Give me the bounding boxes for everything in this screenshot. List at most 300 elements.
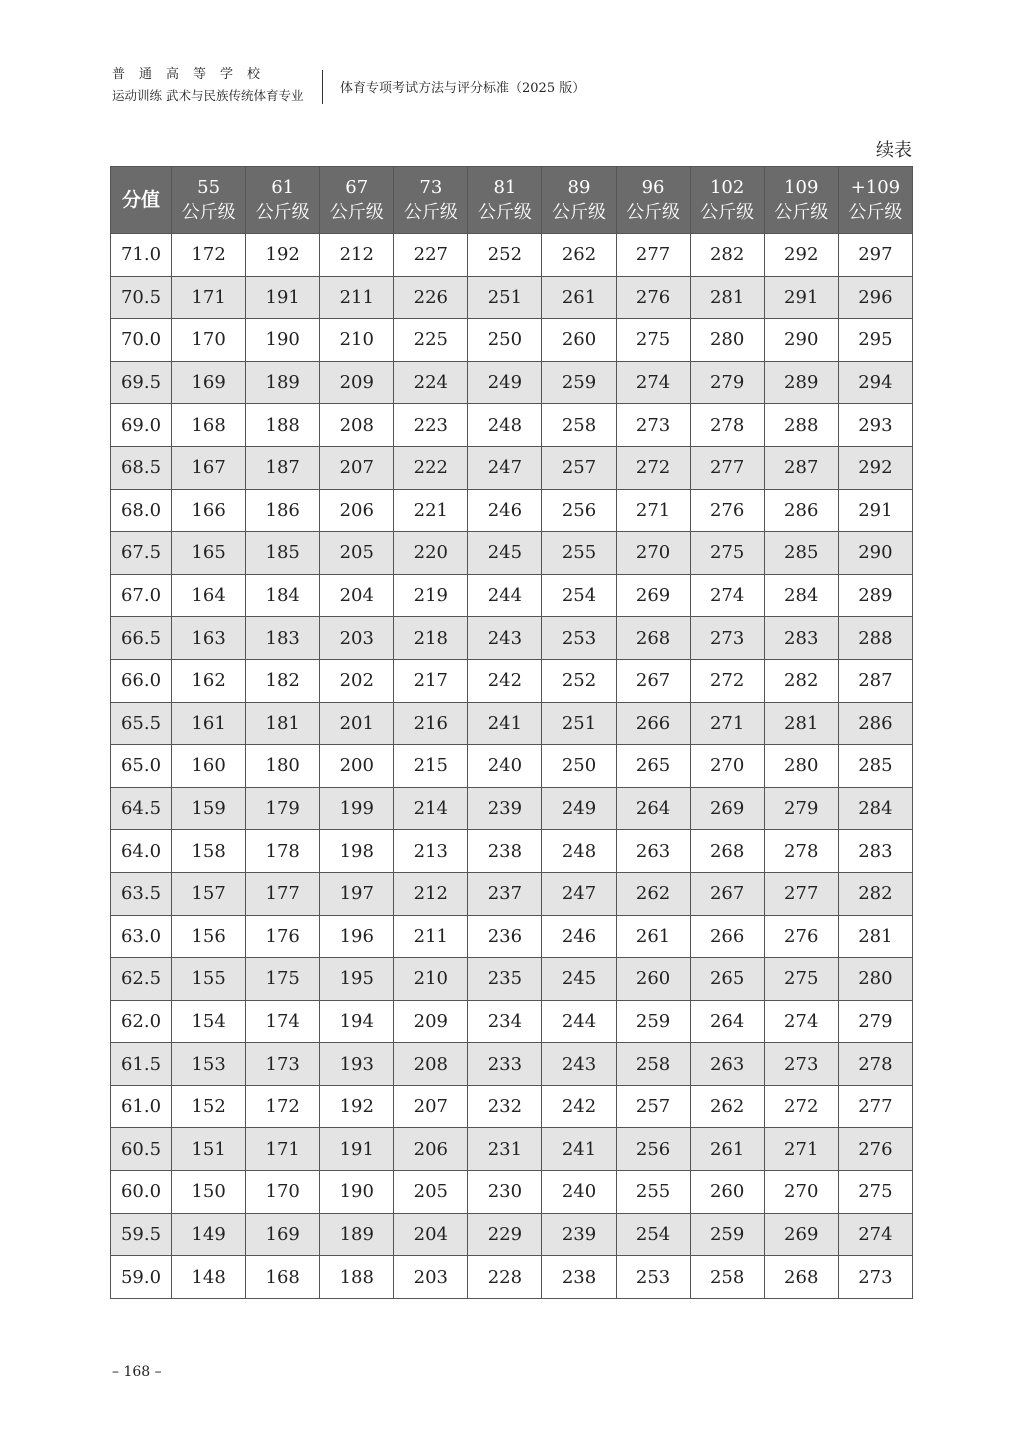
weight-value-cell: 267 (690, 872, 764, 915)
weight-value-cell: 224 (394, 361, 468, 404)
weight-value-cell: 265 (616, 745, 690, 788)
weight-value-cell: 274 (690, 574, 764, 617)
weight-value-cell: 192 (320, 1085, 394, 1128)
weight-value-cell: 265 (690, 958, 764, 1001)
weight-value-cell: 189 (246, 361, 320, 404)
weight-value-cell: 292 (838, 446, 912, 489)
weight-value-cell: 282 (838, 872, 912, 915)
table-row (111, 361, 913, 404)
table-row (111, 1128, 913, 1171)
weight-value-cell: 204 (394, 1213, 468, 1256)
weight-value-cell: 177 (246, 872, 320, 915)
weight-value-cell: 191 (246, 276, 320, 319)
weight-value-cell: 259 (690, 1213, 764, 1256)
weight-value-cell: 172 (172, 234, 246, 277)
score-cell: 71.0 (111, 234, 172, 277)
weight-value-cell: 264 (616, 787, 690, 830)
weight-value-cell: 270 (764, 1171, 838, 1214)
weight-value-cell: 259 (616, 1000, 690, 1043)
score-cell: 64.5 (111, 787, 172, 830)
table-row (111, 702, 913, 745)
weight-value-cell: 244 (542, 1000, 616, 1043)
weight-value-cell: 187 (246, 446, 320, 489)
weight-value-cell: 176 (246, 915, 320, 958)
weight-value-cell: 268 (616, 617, 690, 660)
weight-value-cell: 240 (468, 745, 542, 788)
score-cell: 67.0 (111, 574, 172, 617)
weight-class-header (838, 167, 912, 234)
weight-value-cell: 180 (246, 745, 320, 788)
weight-value-cell: 173 (246, 1043, 320, 1086)
weight-value-cell: 203 (320, 617, 394, 660)
weight-value-cell: 274 (616, 361, 690, 404)
table-row (111, 745, 913, 788)
weight-value-cell: 270 (616, 532, 690, 575)
weight-value-cell: 167 (172, 446, 246, 489)
weight-value-cell: 291 (764, 276, 838, 319)
weight-value-cell: 165 (172, 532, 246, 575)
weight-value-cell: 169 (246, 1213, 320, 1256)
weight-value-cell: 214 (394, 787, 468, 830)
weight-value: 89 (567, 177, 591, 198)
weight-value-cell: 243 (542, 1043, 616, 1086)
header-divider (322, 70, 323, 104)
weight-value: 73 (419, 177, 443, 198)
weight-value-cell: 233 (468, 1043, 542, 1086)
weight-value-cell: 253 (616, 1256, 690, 1299)
score-cell: 59.5 (111, 1213, 172, 1256)
score-cell: 65.0 (111, 745, 172, 788)
weight-unit: 公斤级 (329, 202, 384, 223)
weight-value-cell: 245 (468, 532, 542, 575)
weight-value-cell: 285 (838, 745, 912, 788)
weight-value-cell: 262 (616, 872, 690, 915)
weight-value-cell: 239 (542, 1213, 616, 1256)
weight-value-cell: 280 (690, 319, 764, 362)
weight-value-cell: 266 (616, 702, 690, 745)
weight-class-header (394, 167, 468, 234)
weight-value-cell: 216 (394, 702, 468, 745)
weight-value-cell: 203 (394, 1256, 468, 1299)
score-cell: 69.5 (111, 361, 172, 404)
weight-value-cell: 222 (394, 446, 468, 489)
table-row (111, 574, 913, 617)
weight-value-cell: 163 (172, 617, 246, 660)
weight-value-cell: 232 (468, 1085, 542, 1128)
weight-value-cell: 273 (616, 404, 690, 447)
weight-value-cell: 253 (542, 617, 616, 660)
weight-value-cell: 196 (320, 915, 394, 958)
weight-value-cell: 258 (690, 1256, 764, 1299)
weight-value-cell: 280 (838, 958, 912, 1001)
weight-value-cell: 182 (246, 659, 320, 702)
weight-value-cell: 169 (172, 361, 246, 404)
weight-value-cell: 213 (394, 830, 468, 873)
weight-value-cell: 278 (690, 404, 764, 447)
weight-value: 96 (641, 177, 665, 198)
weight-value-cell: 156 (172, 915, 246, 958)
weight-value-cell: 264 (690, 1000, 764, 1043)
weight-value-cell: 250 (468, 319, 542, 362)
weight-value-cell: 189 (320, 1213, 394, 1256)
weight-value-cell: 212 (320, 234, 394, 277)
weight-value-cell: 260 (542, 319, 616, 362)
weight-value-cell: 207 (394, 1085, 468, 1128)
weight-value-cell: 260 (616, 958, 690, 1001)
weight-value-cell: 273 (838, 1256, 912, 1299)
weight-value-cell: 275 (690, 532, 764, 575)
weight-unit: 公斤级 (848, 202, 903, 223)
weight-value-cell: 256 (542, 489, 616, 532)
weight-value-cell: 268 (764, 1256, 838, 1299)
weight-value-cell: 157 (172, 872, 246, 915)
weight-value-cell: 188 (320, 1256, 394, 1299)
weight-value-cell: 281 (764, 702, 838, 745)
weight-value-cell: 178 (246, 830, 320, 873)
weight-value-cell: 170 (172, 319, 246, 362)
score-cell: 62.0 (111, 1000, 172, 1043)
weight-value-cell: 250 (542, 745, 616, 788)
weight-value-cell: 153 (172, 1043, 246, 1086)
weight-value-cell: 155 (172, 958, 246, 1001)
weight-value-cell: 184 (246, 574, 320, 617)
weight-value-cell: 276 (616, 276, 690, 319)
weight-value-cell: 194 (320, 1000, 394, 1043)
weight-value-cell: 229 (468, 1213, 542, 1256)
weight-value-cell: 249 (542, 787, 616, 830)
weight-value-cell: 277 (764, 872, 838, 915)
weight-value-cell: 272 (764, 1085, 838, 1128)
weight-value-cell: 281 (838, 915, 912, 958)
weight-value-cell: 278 (764, 830, 838, 873)
weight-value-cell: 221 (394, 489, 468, 532)
weight-value-cell: 236 (468, 915, 542, 958)
weight-value-cell: 154 (172, 1000, 246, 1043)
weight-value-cell: 199 (320, 787, 394, 830)
weight-value-cell: 257 (616, 1085, 690, 1128)
weight-value-cell: 172 (246, 1085, 320, 1128)
weight-value-cell: 272 (690, 659, 764, 702)
weight-value: 102 (709, 177, 745, 198)
weight-value-cell: 262 (542, 234, 616, 277)
weight-unit: 公斤级 (700, 202, 755, 223)
weight-value-cell: 284 (764, 574, 838, 617)
weight-value-cell: 192 (246, 234, 320, 277)
weight-value-cell: 191 (320, 1128, 394, 1171)
weight-value-cell: 255 (542, 532, 616, 575)
weight-value-cell: 218 (394, 617, 468, 660)
weight-value-cell: 238 (542, 1256, 616, 1299)
weight-unit: 公斤级 (551, 202, 606, 223)
weight-value-cell: 296 (838, 276, 912, 319)
score-cell: 70.0 (111, 319, 172, 362)
weight-value-cell: 200 (320, 745, 394, 788)
score-cell: 66.0 (111, 659, 172, 702)
score-cell: 64.0 (111, 830, 172, 873)
weight-value-cell: 159 (172, 787, 246, 830)
weight-value-cell: 246 (542, 915, 616, 958)
weight-value-cell: 263 (690, 1043, 764, 1086)
weight-value-cell: 286 (764, 489, 838, 532)
weight-value-cell: 276 (764, 915, 838, 958)
weight-value-cell: 160 (172, 745, 246, 788)
table-row (111, 404, 913, 447)
header-major: 运动训练 武术与民族传统体育专业 (112, 88, 304, 103)
weight-value-cell: 162 (172, 659, 246, 702)
weight-value-cell: 277 (690, 446, 764, 489)
weight-value-cell: 261 (690, 1128, 764, 1171)
table-row (111, 276, 913, 319)
weight-value-cell: 279 (838, 1000, 912, 1043)
weight-value-cell: 252 (542, 659, 616, 702)
weight-value-cell: 248 (468, 404, 542, 447)
weight-value-cell: 230 (468, 1171, 542, 1214)
weight-value-cell: 268 (690, 830, 764, 873)
table-body (111, 234, 913, 1299)
header-left (112, 66, 312, 105)
weight-value-cell: 234 (468, 1000, 542, 1043)
weight-class-header (320, 167, 394, 234)
score-cell: 61.0 (111, 1085, 172, 1128)
weight-value-cell: 171 (246, 1128, 320, 1171)
table-row (111, 787, 913, 830)
weight-value-cell: 263 (616, 830, 690, 873)
weight-value-cell: 284 (838, 787, 912, 830)
header-school-type: 普通高等学校 (112, 67, 275, 82)
weight-value-cell: 205 (394, 1171, 468, 1214)
weight-value-cell: 291 (838, 489, 912, 532)
weight-value-cell: 158 (172, 830, 246, 873)
table-row (111, 489, 913, 532)
score-cell: 66.5 (111, 617, 172, 660)
weight-value-cell: 170 (246, 1171, 320, 1214)
weight-value-cell: 257 (542, 446, 616, 489)
weight-value-cell: 254 (616, 1213, 690, 1256)
weight-value-cell: 202 (320, 659, 394, 702)
weight-value-cell: 206 (320, 489, 394, 532)
weight-value-cell: 279 (764, 787, 838, 830)
weight-value-cell: 168 (172, 404, 246, 447)
weight-value-cell: 206 (394, 1128, 468, 1171)
table-row (111, 617, 913, 660)
weight-value-cell: 259 (542, 361, 616, 404)
weight-value-cell: 271 (616, 489, 690, 532)
weight-value-cell: 258 (542, 404, 616, 447)
weight-value-cell: 290 (764, 319, 838, 362)
weight-value-cell: 277 (616, 234, 690, 277)
weight-value-cell: 289 (764, 361, 838, 404)
weight-class-header (246, 167, 320, 234)
weight-value-cell: 270 (690, 745, 764, 788)
score-cell: 60.5 (111, 1128, 172, 1171)
weight-value-cell: 283 (764, 617, 838, 660)
weight-value-cell: 211 (320, 276, 394, 319)
table-row (111, 958, 913, 1001)
weight-unit: 公斤级 (626, 202, 681, 223)
weight-value: 61 (271, 177, 295, 198)
table-row (111, 532, 913, 575)
weight-value-cell: 190 (320, 1171, 394, 1214)
weight-value-cell: 275 (838, 1171, 912, 1214)
table-row (111, 234, 913, 277)
weight-value-cell: 166 (172, 489, 246, 532)
score-cell: 59.0 (111, 1256, 172, 1299)
weight-value-cell: 150 (172, 1171, 246, 1214)
weight-value-cell: 241 (542, 1128, 616, 1171)
weight-value-cell: 190 (246, 319, 320, 362)
weight-value-cell: 223 (394, 404, 468, 447)
weight-value-cell: 186 (246, 489, 320, 532)
table-row (111, 1043, 913, 1086)
weight-unit: 公斤级 (255, 202, 310, 223)
weight-value-cell: 262 (690, 1085, 764, 1128)
weight-value-cell: 280 (764, 745, 838, 788)
weight-class-header (764, 167, 838, 234)
weight-value-cell: 215 (394, 745, 468, 788)
weight-class-header (690, 167, 764, 234)
weight-value-cell: 273 (690, 617, 764, 660)
weight-value-cell: 267 (616, 659, 690, 702)
table-row (111, 1085, 913, 1128)
weight-value-cell: 295 (838, 319, 912, 362)
weight-value: 67 (345, 177, 369, 198)
weight-value-cell: 272 (616, 446, 690, 489)
weight-value: 109 (784, 177, 819, 198)
weight-value-cell: 195 (320, 958, 394, 1001)
weight-value-cell: 204 (320, 574, 394, 617)
weight-value-cell: 209 (320, 361, 394, 404)
weight-value-cell: 244 (468, 574, 542, 617)
weight-value-cell: 193 (320, 1043, 394, 1086)
weight-value-cell: 258 (616, 1043, 690, 1086)
weight-value-cell: 292 (764, 234, 838, 277)
weight-value-cell: 289 (838, 574, 912, 617)
weight-value-cell: 281 (690, 276, 764, 319)
weight-value-cell: 185 (246, 532, 320, 575)
weight-value-cell: 290 (838, 532, 912, 575)
weight-value-cell: 208 (394, 1043, 468, 1086)
weight-value-cell: 254 (542, 574, 616, 617)
weight-value-cell: 266 (690, 915, 764, 958)
weight-value-cell: 207 (320, 446, 394, 489)
weight-value-cell: 225 (394, 319, 468, 362)
weight-value-cell: 243 (468, 617, 542, 660)
weight-value-cell: 255 (616, 1171, 690, 1214)
weight-value-cell: 148 (172, 1256, 246, 1299)
weight-class-header (172, 167, 246, 234)
weight-value-cell: 152 (172, 1085, 246, 1128)
weight-value-cell: 249 (468, 361, 542, 404)
weight-value-cell: 226 (394, 276, 468, 319)
weight-value-cell: 245 (542, 958, 616, 1001)
score-cell: 63.0 (111, 915, 172, 958)
weight-value: 55 (197, 177, 221, 198)
weight-value-cell: 175 (246, 958, 320, 1001)
table-header-row (111, 167, 913, 234)
weight-value-cell: 205 (320, 532, 394, 575)
weight-unit: 公斤级 (403, 202, 458, 223)
weight-value-cell: 149 (172, 1213, 246, 1256)
weight-value-cell: 287 (838, 659, 912, 702)
weight-value-cell: 286 (838, 702, 912, 745)
weight-class-header (616, 167, 690, 234)
weight-value-cell: 251 (542, 702, 616, 745)
score-cell: 68.5 (111, 446, 172, 489)
weight-value-cell: 276 (838, 1128, 912, 1171)
score-cell: 67.5 (111, 532, 172, 575)
weight-value-cell: 211 (394, 915, 468, 958)
weight-value-cell: 274 (838, 1213, 912, 1256)
weight-unit: 公斤级 (477, 202, 532, 223)
weight-value-cell: 282 (764, 659, 838, 702)
weight-value-cell: 227 (394, 234, 468, 277)
weight-value-cell: 247 (468, 446, 542, 489)
table-row (111, 446, 913, 489)
score-column-header: 分值 (111, 167, 172, 234)
weight-value-cell: 283 (838, 830, 912, 873)
scoring-table (110, 166, 913, 1299)
page-number: – 168 – (112, 1364, 162, 1380)
weight-value-cell: 208 (320, 404, 394, 447)
table-row (111, 1000, 913, 1043)
weight-value-cell: 246 (468, 489, 542, 532)
weight-value-cell: 174 (246, 1000, 320, 1043)
score-cell: 65.5 (111, 702, 172, 745)
weight-value: +109 (850, 177, 901, 198)
weight-class-header (542, 167, 616, 234)
weight-value-cell: 277 (838, 1085, 912, 1128)
score-cell: 60.0 (111, 1171, 172, 1214)
weight-class-header (468, 167, 542, 234)
weight-value-cell: 260 (690, 1171, 764, 1214)
weight-value-cell: 239 (468, 787, 542, 830)
weight-value-cell: 209 (394, 1000, 468, 1043)
weight-value-cell: 248 (542, 830, 616, 873)
weight-value-cell: 271 (690, 702, 764, 745)
score-cell: 63.5 (111, 872, 172, 915)
weight-value-cell: 297 (838, 234, 912, 277)
weight-value-cell: 271 (764, 1128, 838, 1171)
weight-value-cell: 261 (542, 276, 616, 319)
weight-value-cell: 269 (616, 574, 690, 617)
weight-value-cell: 247 (542, 872, 616, 915)
weight-value-cell: 237 (468, 872, 542, 915)
weight-value-cell: 183 (246, 617, 320, 660)
weight-value-cell: 275 (764, 958, 838, 1001)
weight-value: 81 (493, 177, 517, 198)
weight-value-cell: 161 (172, 702, 246, 745)
weight-value-cell: 188 (246, 404, 320, 447)
weight-value-cell: 198 (320, 830, 394, 873)
weight-value-cell: 168 (246, 1256, 320, 1299)
weight-value-cell: 151 (172, 1128, 246, 1171)
weight-value-cell: 164 (172, 574, 246, 617)
weight-unit: 公斤级 (774, 202, 829, 223)
weight-value-cell: 251 (468, 276, 542, 319)
weight-value-cell: 288 (764, 404, 838, 447)
weight-value-cell: 273 (764, 1043, 838, 1086)
table-row (111, 915, 913, 958)
weight-value-cell: 210 (394, 958, 468, 1001)
weight-value-cell: 256 (616, 1128, 690, 1171)
weight-value-cell: 252 (468, 234, 542, 277)
weight-value-cell: 287 (764, 446, 838, 489)
weight-value-cell: 228 (468, 1256, 542, 1299)
weight-value-cell: 261 (616, 915, 690, 958)
weight-value-cell: 219 (394, 574, 468, 617)
weight-value-cell: 269 (690, 787, 764, 830)
weight-value-cell: 235 (468, 958, 542, 1001)
